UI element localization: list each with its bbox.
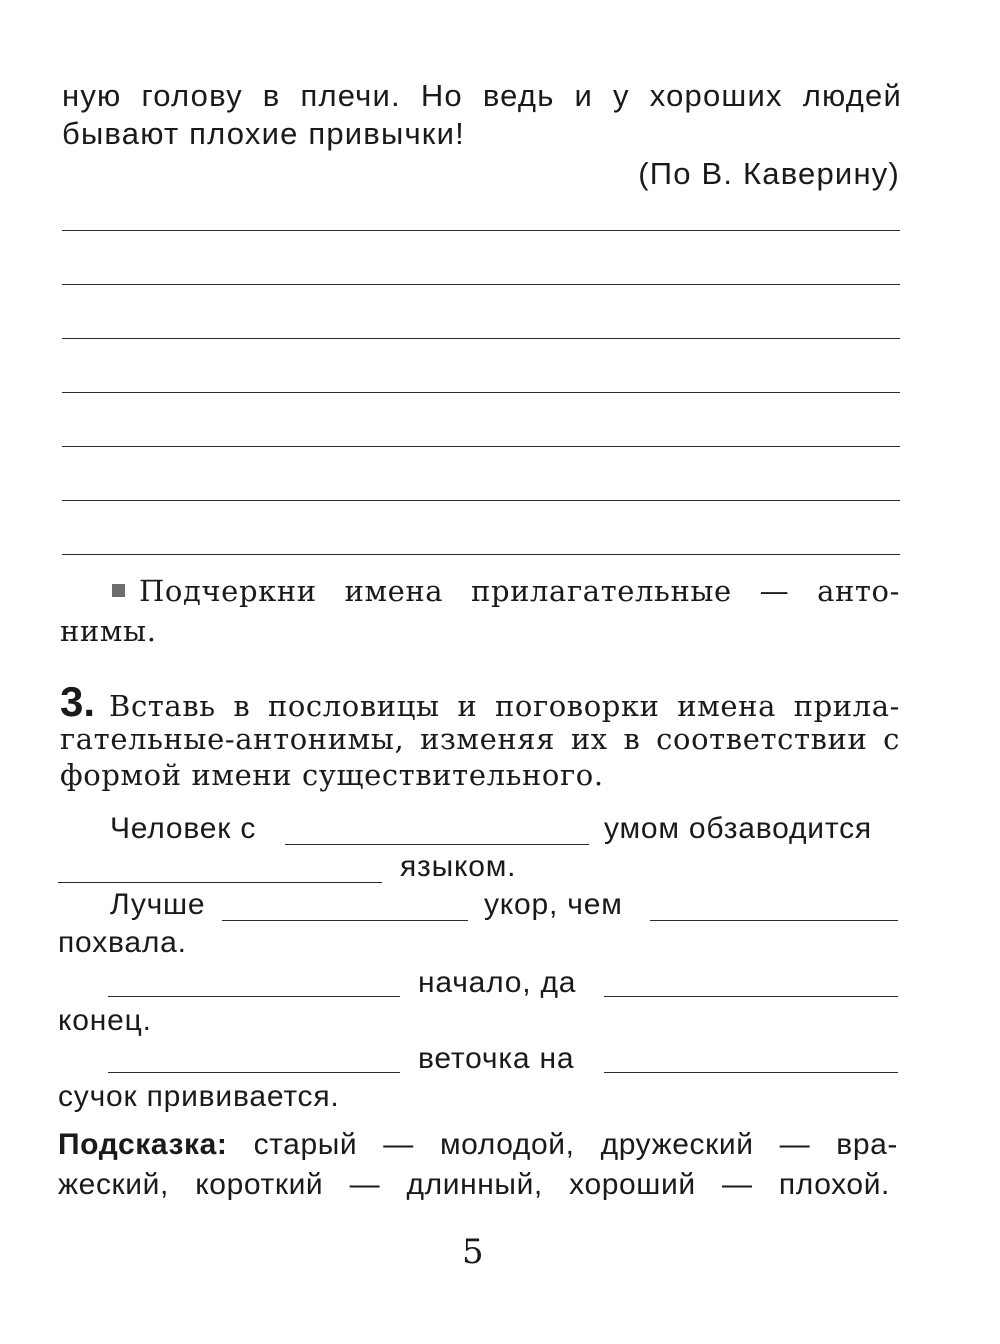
task3-line-2: гательные-антонимы, изменяя их в соответствии с: [60, 722, 900, 756]
answer-blank[interactable]: [604, 1072, 898, 1073]
writing-line[interactable]: [62, 230, 900, 231]
page-number: 5: [462, 1232, 484, 1272]
writing-line[interactable]: [62, 284, 900, 285]
bullet-square-icon: [112, 584, 125, 597]
proverb-2-start: Лучше: [110, 888, 206, 921]
writing-line[interactable]: [62, 554, 900, 555]
task-number: 3.: [60, 678, 96, 725]
passage-line-2: бывают плохие привычки!: [62, 116, 465, 151]
writing-line[interactable]: [62, 392, 900, 393]
proverb-3-middle: начало, да: [418, 966, 577, 999]
proverb-2-middle: укор, чем: [484, 888, 623, 921]
task3-line-1: [60, 678, 900, 726]
hint-line-2: жеский, короткий — длинный, хороший — плохой.: [58, 1168, 890, 1201]
proverb-1-middle: умом обзаводится: [604, 812, 872, 845]
answer-blank[interactable]: [108, 1072, 400, 1073]
proverb-4-middle: веточка на: [418, 1042, 575, 1075]
answer-blank[interactable]: [58, 882, 382, 883]
proverb-1-start: Человек с: [110, 812, 257, 845]
passage-source: (По В. Каверину): [638, 156, 900, 191]
hint-line-1: [58, 1128, 898, 1162]
answer-blank[interactable]: [285, 844, 589, 845]
answer-blank[interactable]: [604, 996, 898, 997]
proverb-4-end: сучок прививается.: [58, 1080, 340, 1113]
underline-task-line-1: [112, 574, 900, 608]
proverb-2-end: похвала.: [58, 926, 187, 959]
task3-instruction-1: Вставь в пословицы и поговорки имена прила-: [109, 689, 900, 723]
answer-blank[interactable]: [650, 920, 898, 921]
writing-line[interactable]: [62, 500, 900, 501]
underline-task-text: Подчеркни имена прилагательные — анто-: [139, 574, 900, 608]
proverb-1-end: языком.: [400, 850, 517, 883]
hint-label: Подсказка:: [58, 1128, 228, 1161]
proverb-3-end: конец.: [58, 1004, 152, 1037]
hint-text-1: старый — молодой, дружеский — вра-: [253, 1128, 898, 1161]
writing-line[interactable]: [62, 338, 900, 339]
passage-line-1: ную голову в плечи. Но ведь и у хороших людей: [62, 78, 902, 113]
writing-line[interactable]: [62, 446, 900, 447]
answer-blank[interactable]: [222, 920, 468, 921]
underline-task-line-2: нимы.: [60, 614, 157, 648]
answer-blank[interactable]: [108, 996, 400, 997]
task3-line-3: формой имени существительного.: [60, 758, 604, 792]
